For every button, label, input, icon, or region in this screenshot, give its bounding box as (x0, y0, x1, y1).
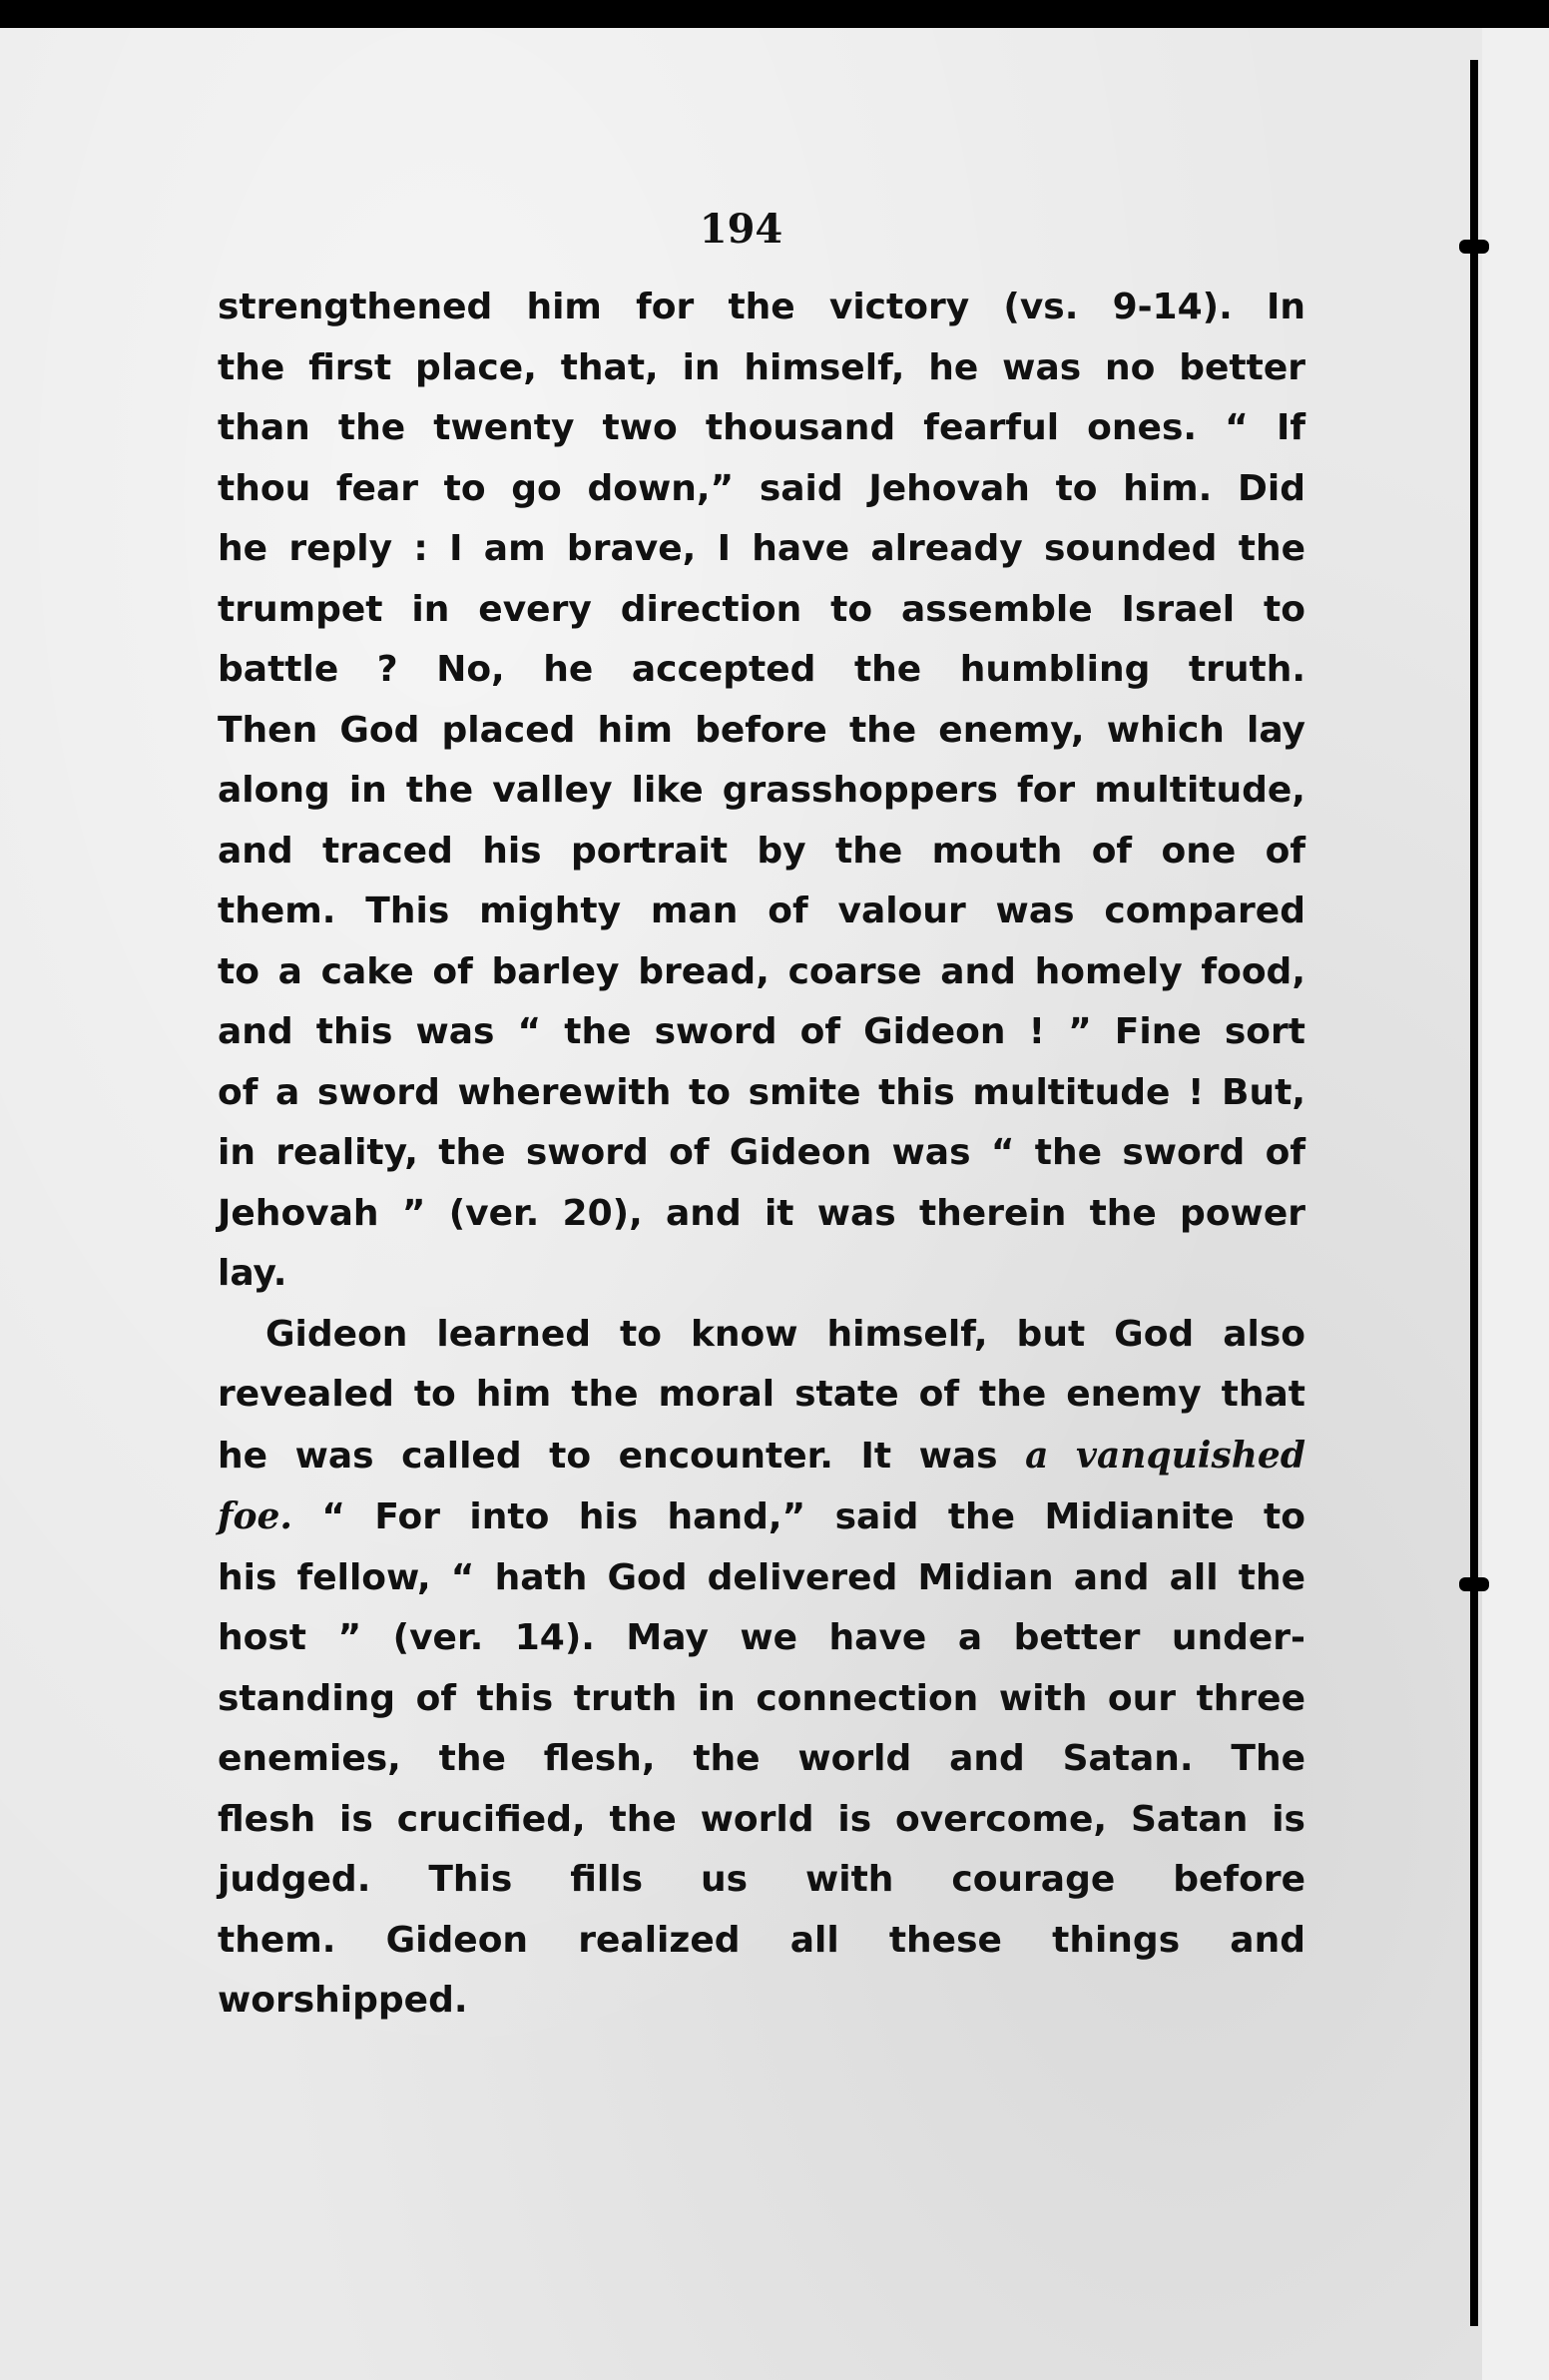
text-line: lay. (218, 1253, 287, 1294)
text-line: along in the valley like grasshoppers for multitude, (218, 770, 1305, 811)
text-line: flesh is crucified, the world is overcome, Satan is (218, 1798, 1305, 1840)
text-line: to a cake of barley bread, coarse and homely food, (218, 950, 1305, 992)
text-line: the first place, that, in himself, he was no better (218, 346, 1305, 388)
text-segment: he was called to encounter. It was (218, 1435, 1026, 1477)
text-line: revealed to him the moral state of the enemy that (218, 1374, 1305, 1415)
text-line: Gideon learned to know himself, but God also (265, 1313, 1305, 1355)
text-line: battle ? No, he accepted the humbling truth. (218, 649, 1305, 690)
text-line: thou fear to go down,” said Jehovah to him. Did (218, 467, 1305, 509)
text-line: enemies, the flesh, the world and Satan. The (218, 1738, 1305, 1779)
text-line: strengthened him for the victory (vs. 9-14). In (218, 287, 1305, 327)
text-line: of a sword wherewith to smite this multitude ! But, (218, 1071, 1305, 1113)
paragraph-2 (218, 1305, 1305, 2032)
text-line: worshipped. (218, 1980, 468, 2021)
adjacent-page-edge (1482, 0, 1549, 2380)
text-line: Then God placed him before the enemy, which lay (218, 709, 1305, 751)
binding-thread (1470, 60, 1478, 2326)
text-line: Jehovah ” (ver. 20), and it was therein the power (218, 1192, 1305, 1234)
text-line: them. Gideon realized all these things and (218, 1919, 1305, 1961)
paragraph-1 (218, 278, 1305, 1305)
italic-phrase: a vanquished (1025, 1434, 1305, 1477)
text-line: his fellow, “ hath God delivered Midian and all the (218, 1556, 1305, 1598)
text-line: standing of this truth in connection with our three (218, 1677, 1305, 1719)
text-line: judged. This fills us with courage before (218, 1859, 1305, 1900)
binding-knot (1459, 1577, 1489, 1591)
text-line: and this was “ the sword of Gideon ! ” Fine sort (218, 1011, 1305, 1052)
text-line: and traced his portrait by the mouth of one of (218, 830, 1305, 872)
text-line: in reality, the sword of Gideon was “ the sword of (218, 1132, 1305, 1173)
text-line: them. This mighty man of valour was compared (218, 891, 1305, 931)
text-line: host ” (ver. 14). May we have a better under- (218, 1617, 1305, 1658)
italic-word: foe. (218, 1495, 292, 1537)
text-line (218, 1426, 1305, 1488)
text-segment: “ For into his hand,” said the Midianite to (291, 1496, 1305, 1537)
body-text (218, 278, 1305, 2032)
binding-knot (1459, 240, 1489, 254)
text-line: he reply : I am brave, I have already sounded the (218, 528, 1305, 569)
text-line: than the twenty two thousand fearful ones. “ If (218, 407, 1305, 448)
text-line (218, 1487, 1305, 1548)
page-number: 194 (699, 206, 783, 253)
text-line: trumpet in every direction to assemble Israel to (218, 588, 1305, 630)
